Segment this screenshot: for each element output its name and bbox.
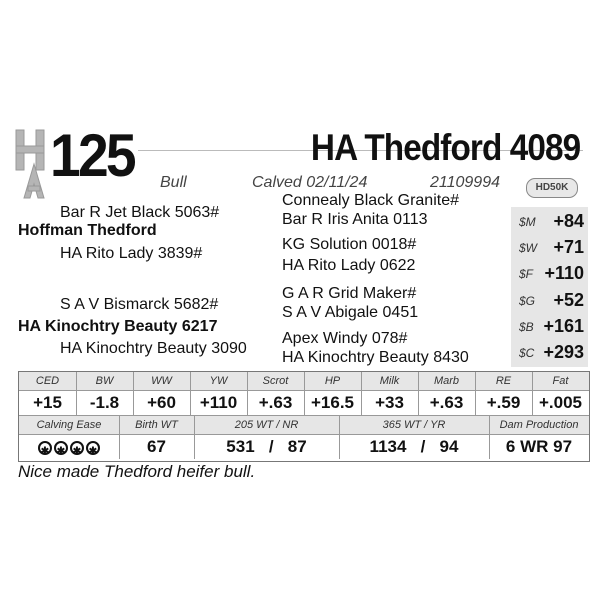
index-value: +110: [544, 263, 584, 283]
index-value: +161: [543, 316, 584, 336]
dam-dam: HA Kinochtry Beauty 3090: [60, 340, 247, 357]
pedigree-right-3: KG Solution 0018#: [282, 236, 417, 253]
slash-separator: /: [259, 437, 284, 456]
perf-header: Dam Production: [499, 419, 579, 431]
calved-date: Calved 02/11/24: [252, 174, 368, 191]
epd-header: Scrot: [262, 375, 289, 387]
epd-header: BW: [95, 375, 114, 387]
pedigree-right-5: G A R Grid Maker#: [282, 285, 417, 302]
dam-production: 6 WR 97: [505, 437, 573, 456]
epd-header: Marb: [433, 375, 460, 387]
perf-header: 365 WT / YR: [382, 419, 446, 431]
epd-value: +.59: [486, 393, 521, 412]
perf-header: Birth WT: [135, 419, 178, 431]
nr-value: 87: [287, 437, 307, 456]
epd-header: CED: [35, 375, 60, 387]
epd-value: +16.5: [310, 393, 354, 412]
sire-sire: Bar R Jet Black 5063#: [60, 204, 220, 221]
pedigree-right-7: Apex Windy 078#: [282, 330, 408, 347]
index-label: $M: [519, 215, 536, 229]
pedigree-right-2: Bar R Iris Anita 0113: [282, 211, 428, 228]
epd-value: -1.8: [89, 393, 120, 412]
index-label: $C: [519, 346, 535, 360]
index-value: +293: [543, 342, 584, 362]
index-label: $G: [519, 294, 536, 308]
column-divider: [489, 416, 490, 459]
perf-header-row: [19, 416, 589, 434]
epd-header: YW: [209, 375, 228, 387]
index-label: $W: [519, 241, 537, 255]
epd-value: +.63: [258, 393, 293, 412]
weight-205: [194, 435, 339, 459]
epd-table: [18, 371, 590, 462]
perf-header: Calving Ease: [36, 419, 102, 431]
calving-ease-star-icon: [86, 441, 100, 455]
index-label: $B: [519, 320, 534, 334]
calving-ease-stars: [19, 435, 119, 459]
column-divider: [119, 416, 120, 459]
birth-weight: 67: [147, 437, 166, 456]
lot-number: 125: [50, 122, 134, 189]
column-divider: [133, 372, 134, 415]
column-divider: [190, 372, 191, 415]
index-label: $F: [519, 267, 534, 281]
index-value: +52: [553, 290, 584, 310]
column-divider: [475, 372, 476, 415]
calving-ease-rating: [37, 435, 101, 459]
animal-sex: Bull: [160, 174, 187, 191]
column-divider: [304, 372, 305, 415]
epd-value: +60: [147, 393, 176, 412]
weight-365: [339, 435, 489, 459]
hd50k-badge: HD50K: [526, 178, 578, 198]
perf-value-row: [19, 435, 589, 459]
index-m: [511, 209, 588, 235]
epd-header: RE: [495, 375, 512, 387]
wt365-value: 1134: [369, 437, 407, 456]
dam: HA Kinochtry Beauty 6217: [18, 318, 218, 335]
index-value: +84: [553, 211, 584, 231]
lot-comment: Nice made Thedford heifer bull.: [18, 462, 256, 481]
registration-number: 21109994: [430, 174, 500, 191]
epd-header: Fat: [552, 375, 569, 387]
epd-value: +33: [375, 393, 404, 412]
dam-sire: S A V Bismarck 5682#: [60, 296, 219, 313]
slash-separator: /: [411, 437, 435, 456]
calving-ease-star-icon: [38, 441, 52, 455]
epd-value: +110: [199, 393, 238, 412]
index-w: [511, 235, 588, 261]
pedigree-right-6: S A V Abigale 0451: [282, 304, 419, 321]
index-value: +71: [553, 237, 584, 257]
index-f: [511, 261, 588, 287]
calving-ease-star-icon: [54, 441, 68, 455]
epd-header: HP: [324, 375, 341, 387]
epd-header: Milk: [379, 375, 400, 387]
index-c: [511, 340, 588, 366]
epd-value: +.005: [538, 393, 582, 412]
sire: Hoffman Thedford: [18, 222, 157, 239]
index-box: [511, 207, 588, 367]
animal-name: HA Thedford 4089: [310, 127, 580, 168]
column-divider: [76, 372, 77, 415]
column-divider: [418, 372, 419, 415]
epd-value: +.63: [429, 393, 464, 412]
calving-ease-star-icon: [70, 441, 84, 455]
column-divider: [247, 372, 248, 415]
column-divider: [361, 372, 362, 415]
wt205-value: 531: [226, 437, 255, 456]
column-divider: [339, 416, 340, 459]
pedigree-right-4: HA Rito Lady 0622: [282, 257, 416, 274]
index-b: [511, 314, 588, 340]
pedigree-right-1: Connealy Black Granite#: [282, 192, 459, 209]
index-g: [511, 288, 588, 314]
pedigree-right-8: HA Kinochtry Beauty 8430: [282, 349, 469, 366]
column-divider: [532, 372, 533, 415]
yr-value: 94: [439, 437, 459, 456]
column-divider: [194, 416, 195, 459]
sire-dam: HA Rito Lady 3839#: [60, 245, 203, 262]
epd-value: +15: [33, 393, 62, 412]
perf-header: 205 WT / NR: [234, 419, 299, 431]
epd-header: WW: [151, 375, 172, 387]
